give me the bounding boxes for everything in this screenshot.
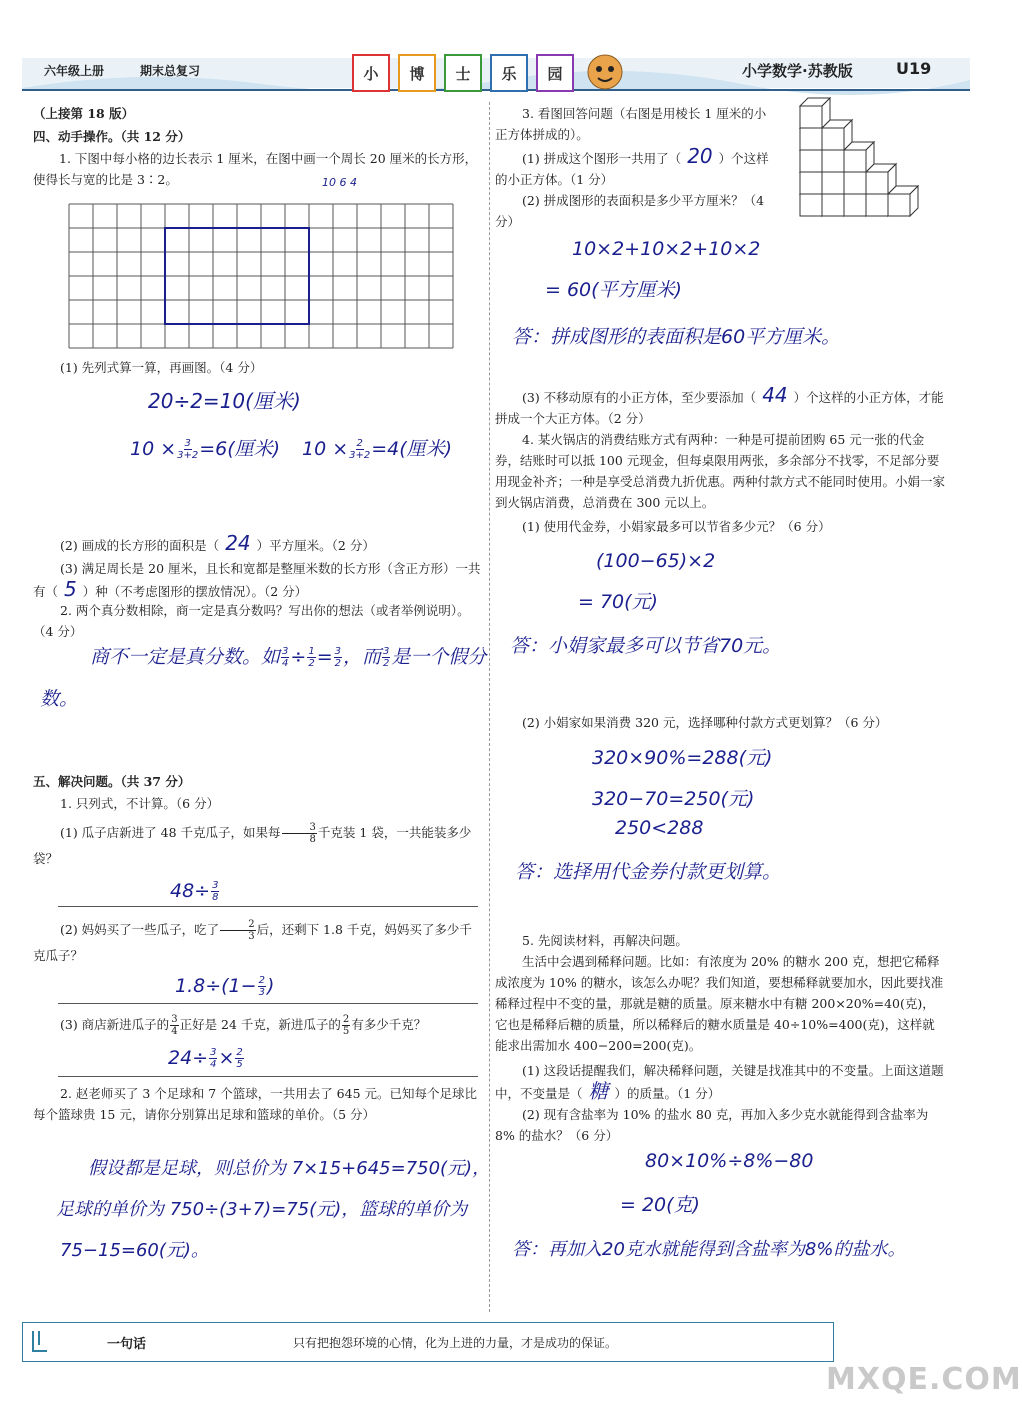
s4-q2: 2. 两个真分数相除，商一定是真分数吗？写出你的想法（或者举例说明）。（4 分） <box>33 603 470 639</box>
q-text: ）平方厘米。（2 分） <box>256 538 375 553</box>
cube <box>800 98 830 128</box>
answer-line <box>58 906 478 907</box>
s5-q1-2 <box>33 917 481 969</box>
r-q3-2-answer-3: 答：拼成图形的表面积是60平方厘米。 <box>512 326 841 348</box>
ans-text: 48÷ <box>170 880 211 902</box>
fraction <box>170 1014 178 1037</box>
r-q3-1 <box>495 146 775 190</box>
ans-text: 1.8÷(1− <box>175 975 257 997</box>
ans-text: 10 × <box>130 438 177 460</box>
frac-den: 3 <box>258 987 265 998</box>
answer-blank: 5 <box>64 577 77 601</box>
footer-label: 一句话 <box>107 1337 147 1352</box>
fraction <box>342 1014 350 1037</box>
frac-num: 2 <box>342 1014 350 1025</box>
frac-num: 3 <box>210 1047 217 1058</box>
q-text: 正好是 24 千克，新进瓜子的 <box>179 1017 341 1032</box>
frac-den: 3+2 <box>349 450 371 461</box>
ans-text: =4(厘米) <box>371 438 453 460</box>
title-tile: 博 <box>398 54 436 92</box>
answer-line <box>58 1076 478 1077</box>
frac-den: 5 <box>236 1059 243 1070</box>
section4-title: 四、动手操作。（共 12 分） <box>33 129 191 144</box>
ans-text: ) <box>266 975 275 997</box>
q-text: (1) 拼成这个图形一共用了（ <box>522 151 682 166</box>
r-q5-2: (2) 现有含盐率为 10% 的盐水 80 克，再加入多少克水就能得到含盐率为 8% 的盐水？（6 分） <box>495 1107 929 1143</box>
s5-q1-1 <box>33 820 481 872</box>
frac-num: 2 <box>236 1047 243 1058</box>
q-text: (1) 这段话提醒我们，解决稀释问题，关键是找准其中的不变量。上面这道题中，不变量是（ <box>495 1063 944 1101</box>
title-tile: 园 <box>536 54 574 92</box>
r-q3-2-answer-2: = 60(平方厘米) <box>545 279 682 301</box>
frac-den: 3+2 <box>177 450 199 461</box>
cube <box>822 120 852 150</box>
frac-num: 3 <box>282 822 317 834</box>
frac-den: 5 <box>342 1026 350 1037</box>
footer-quote: 只有把抱怨环境的心情，化为上进的力量，才是成功的保证。 <box>293 1336 618 1350</box>
frac-den: 3 <box>248 931 255 942</box>
section5-title: 五、解决问题。（共 37 分） <box>33 774 191 789</box>
r-q4-2-answer-4: 答：选择用代金券付款更划算。 <box>515 861 782 883</box>
r-q4-1-answer-2: = 70(元) <box>578 591 658 613</box>
q-text: 有多少千克？ <box>351 1017 427 1032</box>
frac-num: 2 <box>220 919 255 931</box>
r-q4: 4. 某火锅店的消费结账方式有两种：一种是可提前团购 65 元一张的代金券，结账时可以抵 100 元现金，但每桌限用两张，多余部分不找零，不足部分要用现金补齐；一种是享受总消费九折优惠。两种付款方式不能同时使用。小娟一家到火锅店消费，总消费在 300 元以上。 <box>495 432 946 510</box>
s5-q2: 2. 赵老师买了 3 个足球和 7 个篮球，一共用去了 645 元。已知每个足球比每个篮球贵 15 元，请你分别算出足球和篮球的单价。（5 分） <box>33 1086 478 1122</box>
ans-text: = <box>316 646 333 668</box>
s4-q1-2 <box>60 533 375 556</box>
ans-text: 24÷ <box>168 1047 209 1069</box>
frac-num: 2 <box>356 438 363 449</box>
continued-note: （上接第 18 版） <box>33 106 135 121</box>
ans-text: 商不一定是真分数。如 <box>90 646 281 668</box>
q-text: ）个这样的小正方体。（1 分） <box>495 151 769 187</box>
r-q4-2-answer-2: 320−70=250(元) <box>592 788 755 810</box>
r-q5-2-answer-3: 答：再加入20克水就能得到含盐率为8%的盐水。 <box>512 1239 906 1260</box>
q-text: ）种（不考虑图形的摆放情况）。（2 分） <box>82 584 308 599</box>
frac-den: 8 <box>212 892 219 903</box>
q-text: 千克装 1 袋，一共能装多少袋？ <box>33 825 472 866</box>
s5-q1-2-answer <box>175 975 274 998</box>
r-q4-1: (1) 使用代金券，小娟家最多可以节省多少元？（6 分） <box>522 519 831 534</box>
r-q3-2-answer-1: 10×2+10×2+10×2 <box>572 238 761 260</box>
answer-blank: 44 <box>762 383 788 407</box>
r-q5-2-answer-2: = 20(克) <box>620 1194 700 1216</box>
q-text: (3) 不移动原有的小正方体，至少要添加（ <box>522 390 757 405</box>
frac-den: 8 <box>309 834 316 845</box>
s5-q1-1-answer <box>170 880 220 903</box>
cube <box>866 164 896 194</box>
cube-stack-figure <box>798 98 914 218</box>
frac-den: 2 <box>334 658 341 669</box>
s5-q1-3 <box>60 1012 426 1038</box>
bookmark-icon <box>29 1329 51 1355</box>
s5-q1: 1. 只列式，不计算。（6 分） <box>60 796 220 811</box>
frac-num: 3 <box>334 646 341 657</box>
answer-blank: 20 <box>687 144 713 168</box>
r-q4-2-answer-1: 320×90%=288(元) <box>592 747 773 769</box>
r-q4-1-answer-1: (100−65)×2 <box>596 550 716 572</box>
ans-text: =6(厘米) <box>199 438 281 460</box>
s4-q1-1: (1) 先列式算一算，再画图。（4 分） <box>60 360 263 375</box>
header-page-code: U19 <box>896 59 932 78</box>
frac-num: 3 <box>184 438 191 449</box>
s5-q2-answer-2: 足球的单价为 750÷(3+7)=75(元)，篮球的单价为 <box>56 1199 468 1220</box>
title-tile: 士 <box>444 54 482 92</box>
mascot-icon <box>582 50 628 94</box>
header-review: 期末总复习 <box>140 64 201 78</box>
s4-q1-1-answer-3 <box>302 434 452 461</box>
ans-text: ，而 <box>342 646 381 668</box>
answer-blank: 24 <box>225 531 251 555</box>
q-text: ）的质量。（1 分） <box>614 1086 721 1101</box>
r-q4-2: (2) 小娟家如果消费 320 元，选择哪种付款方式更划算？（6 分） <box>522 715 888 730</box>
frac-den: 2 <box>308 658 315 669</box>
ans-text: ÷ <box>290 646 307 668</box>
cube <box>888 186 918 216</box>
ans-text: 10 × <box>302 438 349 460</box>
fraction <box>281 646 289 669</box>
s5-q1-3-answer <box>168 1047 245 1070</box>
frac-num: 1 <box>308 646 315 657</box>
cube <box>844 142 874 172</box>
s4-q1-note: 10 6 4 <box>322 176 357 189</box>
r-q4-2-answer-3: 250<288 <box>615 817 704 839</box>
header-subject: 小学数学·苏教版 <box>742 62 853 80</box>
fraction <box>235 1047 243 1070</box>
ans-text: 是一个假分 <box>391 646 487 668</box>
r-q3-2: (2) 拼成图形的表面积是多少平方厘米？（4 分） <box>495 193 765 229</box>
fraction <box>307 646 315 669</box>
frac-num: 3 <box>171 1014 178 1025</box>
s4-q1-1-answer-1: 20÷2=10(厘米) <box>148 389 301 413</box>
q-text: (2) 画成的长方形的面积是（ <box>60 538 220 553</box>
title-tile: 小 <box>352 54 390 92</box>
q-text: ）个这样的小正方体，才能拼成一个大正方体。（2 分） <box>495 390 944 426</box>
fraction <box>211 880 219 903</box>
frac-den: 2 <box>383 658 390 669</box>
q-text: (2) 妈妈买了一些瓜子，吃了 <box>60 922 220 937</box>
s5-q2-answer-3: 75−15=60(元)。 <box>60 1240 209 1261</box>
r-q3: 3. 看图回答问题（右图是用棱长 1 厘米的小正方体拼成的）。 <box>495 106 767 142</box>
title-tile: 乐 <box>490 54 528 92</box>
q-text: (1) 瓜子店新进了 48 千克瓜子，如果每 <box>60 825 281 840</box>
footer-box <box>22 1322 834 1362</box>
fraction <box>349 438 370 461</box>
s4-q1-3 <box>33 558 481 602</box>
frac-num: 3 <box>282 646 289 657</box>
answer-blank: 糖 <box>588 1079 609 1103</box>
header-band <box>22 50 970 98</box>
frac-num: 3 <box>383 646 390 657</box>
answer-line <box>58 1003 478 1004</box>
ans-text: × <box>218 1047 235 1069</box>
fraction <box>382 646 390 669</box>
grid-paper <box>68 203 458 341</box>
watermark: MXQE.COM <box>826 1362 1022 1397</box>
r-q4-1-answer-3: 答：小娟家最多可以节省70元。 <box>510 635 782 657</box>
header-grade: 六年级上册 <box>44 64 105 78</box>
header-title-tiles <box>352 54 574 92</box>
r-q5-text: 生活中会遇到稀释问题。比如：有浓度为 20% 的糖水 200 克，想把它稀释成浓度为 10% 的糖水，该怎么办呢？我们知道，要想稀释就要加水，因此要找准稀释过程中不变的量，那就是糖的质量。原来糖水中有糖 200×20%=40(克)，它也是稀释后糖的质量，所以稀释后的糖水质量是 40÷10%=400(克)，这样就能求出需加水 400−200=200(克)。 <box>495 954 944 1053</box>
fraction <box>282 822 317 845</box>
q-text: (3) 商店新进瓜子的 <box>60 1017 170 1032</box>
fraction <box>334 646 342 669</box>
frac-den: 4 <box>282 658 289 669</box>
column-divider <box>489 102 490 1312</box>
s4-q2-answer-cont: 数。 <box>40 688 79 710</box>
r-q3-3 <box>495 385 945 429</box>
frac-num: 2 <box>258 975 265 986</box>
r-q5-1 <box>495 1060 947 1104</box>
s4-q1-1-answer-2 <box>130 434 280 461</box>
q-text: 后，还剩下 1.8 千克，妈妈买了多少千克瓜子？ <box>33 922 472 963</box>
frac-den: 4 <box>171 1026 178 1037</box>
fraction <box>220 919 255 942</box>
r-q5: 5. 先阅读材料，再解决问题。 <box>522 933 688 948</box>
frac-num: 3 <box>212 880 219 891</box>
fraction <box>177 438 198 461</box>
fraction <box>209 1047 217 1070</box>
s4-q2-answer <box>90 642 486 669</box>
r-q5-2-answer-1: 80×10%÷8%−80 <box>645 1150 814 1172</box>
s5-q2-answer-1: 假设都是足球，则总价为 7×15+645=750(元)， <box>88 1158 491 1179</box>
q-text: (3) 满足周长是 20 厘米，且长和宽都是整厘米数的长方形（含正方形）一共有（ <box>33 561 481 599</box>
s4-q1: 1. 下图中每小格的边长表示 1 厘米，在图中画一个周长 20 厘米的长方形，使得长与宽的比是 3∶2。 <box>33 151 478 187</box>
frac-den: 4 <box>210 1059 217 1070</box>
fraction <box>258 975 266 998</box>
